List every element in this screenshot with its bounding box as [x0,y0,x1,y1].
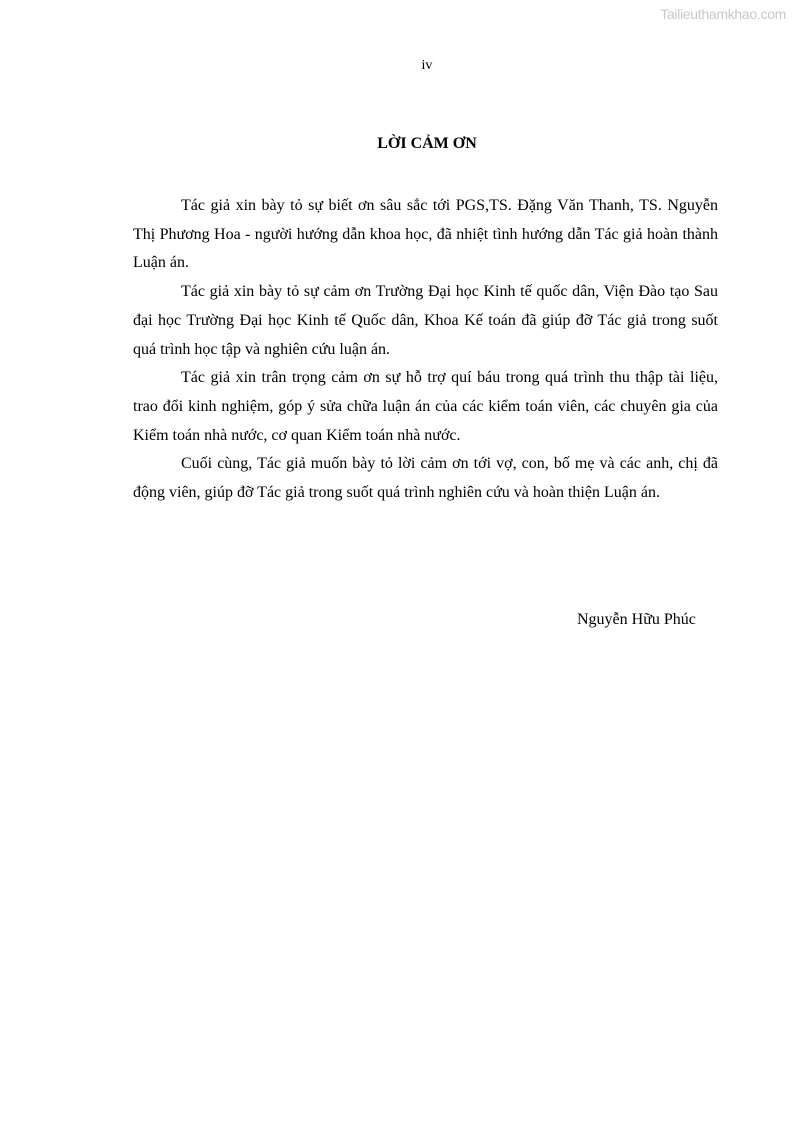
author-signature: Nguyễn Hữu Phúc [577,611,696,628]
watermark: Tailieuthamkhao.com [660,6,786,22]
acknowledgement-body [133,192,718,508]
paragraph: Cuối cùng, Tác giả muốn bày tỏ lời cảm ơn tới vợ, con, bố mẹ và các anh, chị đã động viên, giúp đỡ Tác giả trong suốt quá trình nghiên cứu và hoàn thiện Luận án. [133,455,718,502]
page-number: iv [421,58,433,73]
paragraph: Tác giả xin bày tỏ sự cảm ơn Trường Đại học Kinh tế quốc dân, Viện Đào tạo Sau đại học Trường Đại học Kinh tế Quốc dân, Khoa Kế toán đã giúp đỡ Tác giả trong suốt quá trình học tập và nghiên cứu luận án. [133,283,718,358]
page-title: LỜI CẢM ƠN [377,135,477,152]
paragraph: Tác giả xin trân trọng cảm ơn sự hỗ trợ quí báu trong quá trình thu thập tài liệu, trao đổi kinh nghiệm, góp ý sửa chữa luận án của các kiểm toán viên, các chuyên gia của Kiểm toán nhà nước, cơ quan Kiểm toán nhà nước. [133,369,718,444]
paragraph: Tác giả xin bày tỏ sự biết ơn sâu sắc tới PGS,TS. Đặng Văn Thanh, TS. Nguyễn Thị Phương Hoa - người hướng dẫn khoa học, đã nhiệt tình hướng dẫn Tác giả hoàn thành Luận án. [133,197,718,272]
